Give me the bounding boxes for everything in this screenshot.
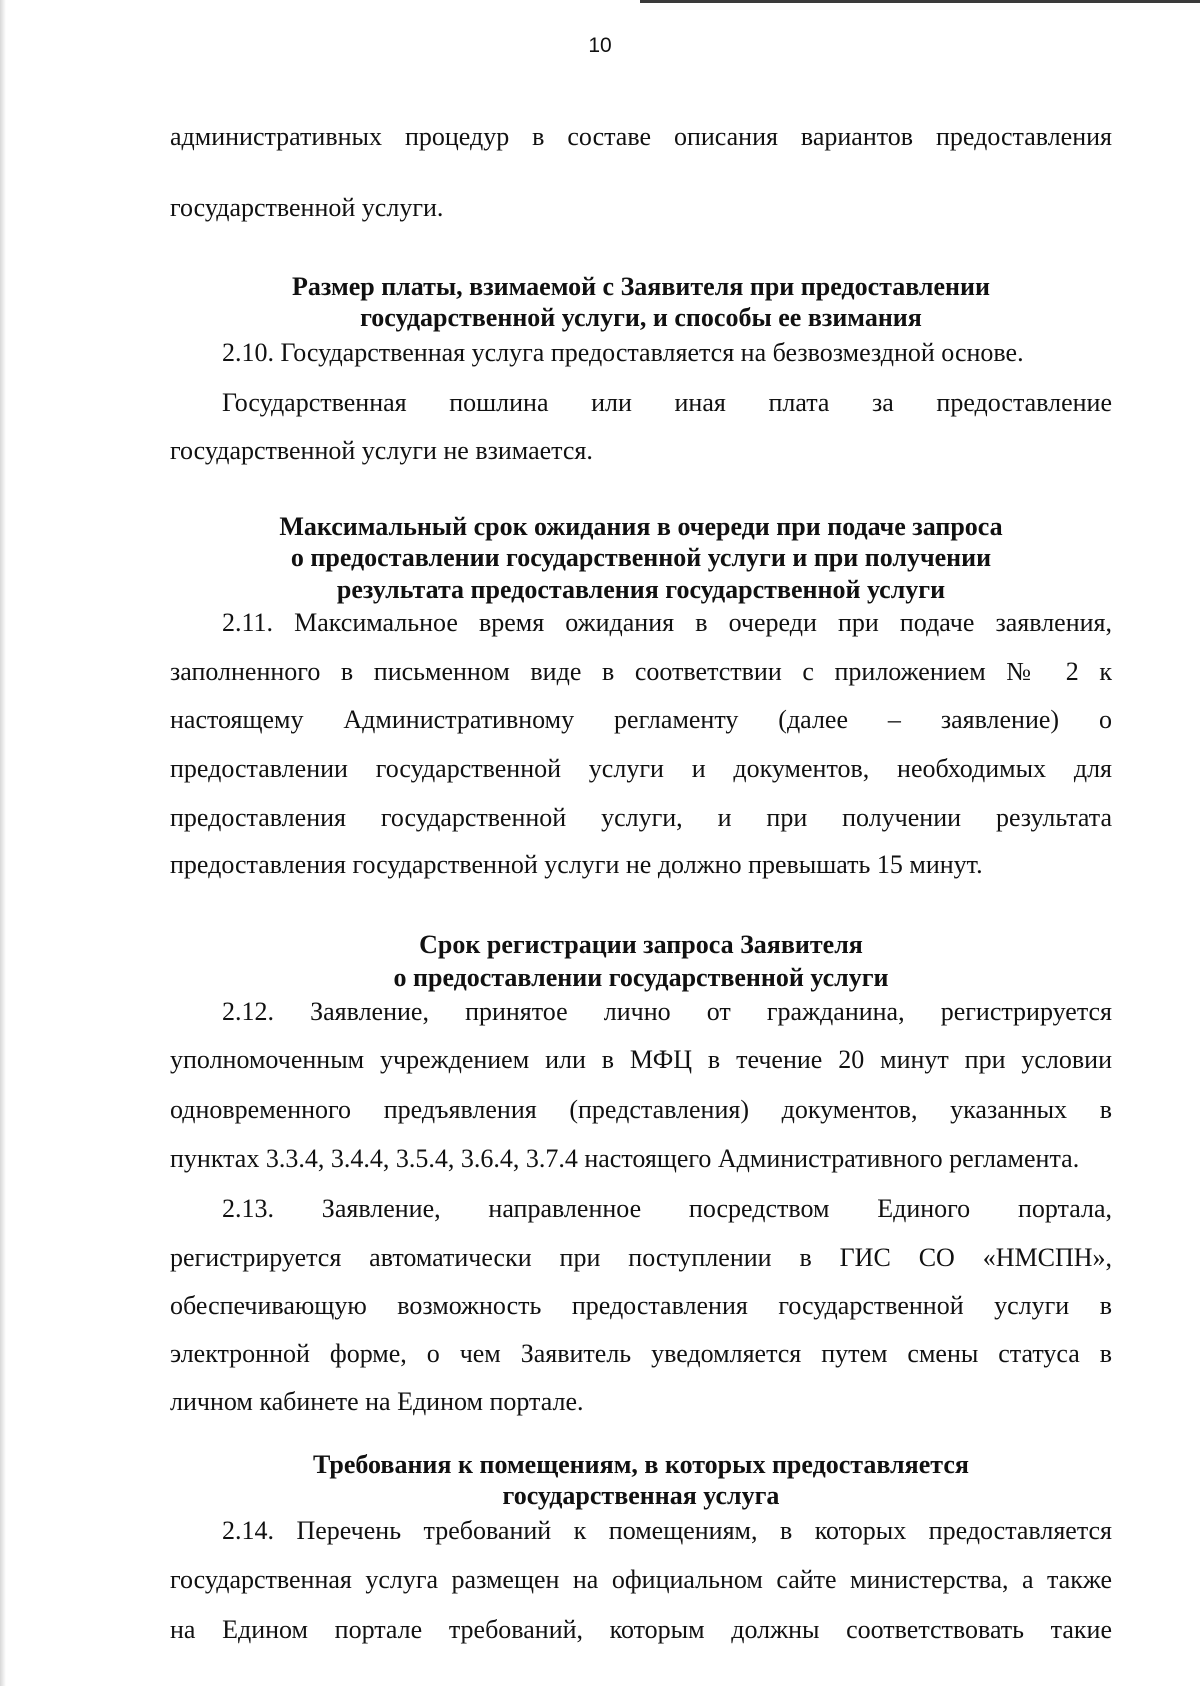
text-line: Государственная пошлина или иная плата за предоставление xyxy=(222,388,1112,417)
text-line: настоящему Административному регламенту (далее – заявление) о xyxy=(170,705,1112,734)
text-line: заполненного в письменном виде в соответствии с приложением № 2 к xyxy=(170,657,1112,686)
text-line: уполномоченным учреждением или в МФЦ в течение 20 минут при условии xyxy=(170,1045,1112,1074)
text-line: на Едином портале требований, которым должны соответствовать такие xyxy=(170,1615,1112,1644)
text-line: административных процедур в составе описания вариантов предоставления xyxy=(170,122,1112,151)
text-line: 2.10. Государственная услуга предоставляется на безвозмездной основе. xyxy=(222,338,1024,367)
text-line: государственной услуги. xyxy=(170,193,444,222)
text-line: 2.12. Заявление, принятое лично от гражданина, регистрируется xyxy=(222,997,1112,1026)
text-line: пунктах 3.3.4, 3.4.4, 3.5.4, 3.6.4, 3.7.4 настоящего Административного регламента. xyxy=(170,1144,1080,1173)
text-line: электронной форме, о чем Заявитель уведомляется путем смены статуса в xyxy=(170,1339,1112,1368)
text-line: 2.11. Максимальное время ожидания в очереди при подаче заявления, xyxy=(222,608,1112,637)
page-number: 10 xyxy=(588,34,612,57)
text-line: 2.14. Перечень требований к помещениям, в которых предоставляется xyxy=(222,1516,1112,1545)
text-line: предоставления государственной услуги, и при получении результата xyxy=(170,803,1112,832)
text-line: регистрируется автоматически при поступлении в ГИС СО «НМСПН», xyxy=(170,1243,1112,1272)
text-line: обеспечивающую возможность предоставления государственной услуги в xyxy=(170,1291,1112,1320)
section-heading: государственная услуга xyxy=(502,1481,780,1510)
text-line: предоставлении государственной услуги и документов, необходимых для xyxy=(170,754,1112,783)
top-border-line xyxy=(640,0,1200,3)
text-line: 2.13. Заявление, направленное посредством Единого портала, xyxy=(222,1194,1112,1223)
text-line: государственная услуга размещен на официальном сайте министерства, а также xyxy=(170,1565,1112,1594)
text-line: личном кабинете на Едином портале. xyxy=(170,1387,584,1416)
section-heading: Размер платы, взимаемой с Заявителя при предоставлении xyxy=(292,272,990,301)
section-heading: о предоставлении государственной услуги xyxy=(393,963,889,992)
section-heading: Требования к помещениям, в которых предоставляется xyxy=(313,1450,969,1479)
text-line: предоставления государственной услуги не должно превышать 15 минут. xyxy=(170,850,983,879)
text-line: государственной услуги не взимается. xyxy=(170,436,593,465)
section-heading: результата предоставления государственной услуги xyxy=(336,575,946,604)
section-heading: Срок регистрации запроса Заявителя xyxy=(419,930,863,959)
section-heading: о предоставлении государственной услуги и при получении xyxy=(290,543,992,572)
section-heading: Максимальный срок ожидания в очереди при подаче запроса xyxy=(279,512,1003,541)
text-line: одновременного предъявления (представления) документов, указанных в xyxy=(170,1095,1112,1124)
section-heading: государственной услуги, и способы ее взимания xyxy=(360,303,922,332)
scan-edge-shadow xyxy=(0,0,6,1686)
